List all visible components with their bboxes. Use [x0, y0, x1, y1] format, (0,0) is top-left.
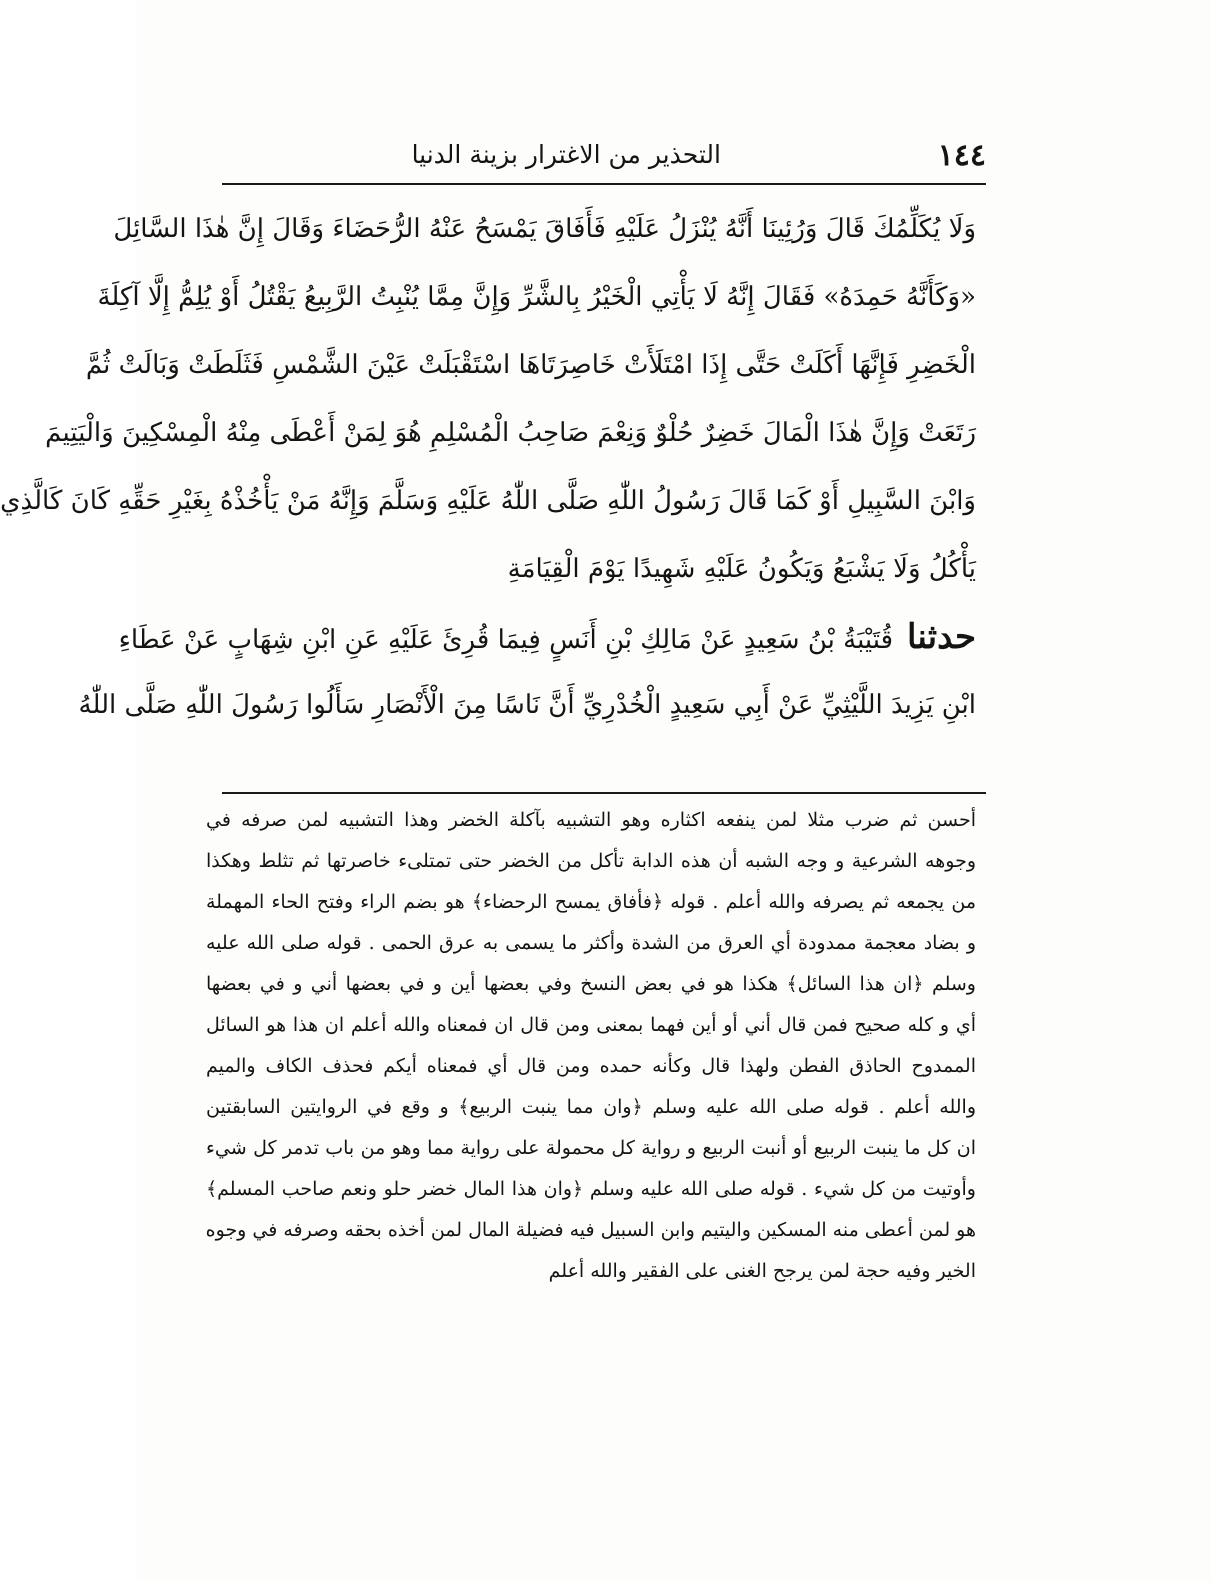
hadith-line: يَأْكُلُ وَلَا يَشْبَعُ وَيَكُونُ عَلَيْهِ شَهِيدًا يَوْمَ الْقِيَامَةِ	[507, 554, 976, 584]
commentary-line: و بضاد معجمة ممدودة أي العرق من الشدة وأكثر ما يسمى به عرق الحمى . قوله صلى الله عليه	[206, 932, 976, 954]
commentary-line: ان كل ما ينبت الربيع أو أنبت الربيع و رواية كل محمولة على رواية مما وهو من باب تدمر كل شيء	[206, 1137, 976, 1159]
isnad-line: ابْنِ يَزِيدَ اللَّيْثِيِّ عَنْ أَبِي سَعِيدٍ الْخُدْرِيِّ أَنَّ نَاسًا مِنَ الْأَنْصَارِ سَأَلُوا رَسُولَ اللّٰهِ صَلَّى اللّٰهُ	[78, 690, 976, 720]
hadith-line: وَلَا يُكَلِّمُكَ قَالَ وَرُئِينَا أَنَّهُ يُنْزَلُ عَلَيْهِ فَأَفَاقَ يَمْسَحُ عَنْهُ الرُّحَضَاءَ وَقَالَ إِنَّ هٰذَا السَّائِلَ	[113, 214, 976, 244]
commentary-line: أي و كله صحيح فمن قال أني أو أين فهما بمعنى ومن قال ان فمعناه والله أعلم ان هذا هو السائل	[206, 1014, 976, 1036]
commentary-line: وأوتيت من كل شيء . قوله صلى الله عليه وسلم ﴿وان هذا المال خضر حلو ونعم صاحب المسلم﴾	[206, 1178, 976, 1200]
commentary-line: أحسن ثم ضرب مثلا لمن ينفعه اكثاره وهو التشبيه بآكلة الخضر وهذا التشبيه لمن صرفه في	[206, 809, 976, 831]
commentary-line: من يجمعه ثم يصرفه والله أعلم . قوله ﴿فأفاق يمسح الرحضاء﴾ هو بضم الراء وفتح الحاء المهملة	[206, 891, 976, 913]
hadith-text-block	[0, 195, 976, 739]
running-title: التحذير من الاغترار بزينة الدنيا	[411, 140, 721, 169]
haddathana-label: حدثنا	[907, 617, 976, 657]
isnad-text: قُتَيْبَةُ بْنُ سَعِيدٍ عَنْ مَالِكِ بْنِ أَنَسٍ فِيمَا قُرِئَ عَلَيْهِ عَنِ ابْنِ شِهَابٍ عَنْ عَطَاءِ	[118, 625, 894, 655]
hadith-line: «وَكَأَنَّهُ حَمِدَهُ» فَقَالَ إِنَّهُ لَا يَأْتِي الْخَيْرُ بِالشَّرِّ وَإِنَّ مِمَّا يُنْبِتُ الرَّبِيعُ يَقْتُلُ أَوْ يُلِمُّ إِلَّا آكِلَةَ	[97, 282, 976, 312]
commentary-line: الممدوح الحاذق الفطن ولهذا قال وكأنه حمده ومن قال أي فمعناه أيكم فحذف الكاف والميم	[206, 1055, 976, 1077]
header-divider	[222, 183, 986, 185]
commentary-line: الخير وفيه حجة لمن يرجح الغنى على الفقير والله أعلم	[548, 1260, 976, 1282]
commentary-block	[206, 800, 976, 1292]
commentary-line: وسلم ﴿ان هذا السائل﴾ هكذا هو في بعض النسخ وفي بعضها أين و في بعضها أني و في بعضها	[206, 973, 976, 995]
hadith-line: الْخَضِرِ فَإِنَّهَا أَكَلَتْ حَتَّى إِذَا امْتَلَأَتْ خَاصِرَتَاهَا اسْتَقْبَلَتْ عَيْنَ الشَّمْسِ فَثَلَطَتْ وَبَالَتْ ثُمَّ	[85, 350, 976, 380]
commentary-line: وجوهه الشرعية و وجه الشبه أن هذه الدابة تأكل من الخضر حتى تمتلىء خاصرتها ثم تثلط وهكذا	[206, 850, 976, 872]
commentary-line: هو لمن أعطى منه المسكين واليتيم وابن السبيل فيه فضيلة المال لمن أخذه بحقه وصرفه في وجوه	[205, 1219, 976, 1241]
commentary-line: والله أعلم . قوله صلى الله عليه وسلم ﴿وان مما ينبت الربيع﴾ و وقع في الروايتين السابقتين	[206, 1096, 976, 1118]
page-number: ١٤٤	[937, 138, 986, 173]
hadith-line: وَابْنَ السَّبِيلِ أَوْ كَمَا قَالَ رَسُولُ اللّٰهِ صَلَّى اللّٰهُ عَلَيْهِ وَسَلَّمَ وَإِنَّهُ مَنْ يَأْخُذْهُ بِغَيْرِ حَقِّهِ كَانَ كَالَّذِي	[0, 486, 976, 516]
hadith-line: رَتَعَتْ وَإِنَّ هٰذَا الْمَالَ خَضِرٌ حُلْوٌ وَنِعْمَ صَاحِبُ الْمُسْلِمِ هُوَ لِمَنْ أَعْطَى مِنْهُ الْمِسْكِينَ وَالْيَتِيمَ	[45, 418, 976, 448]
commentary-divider	[222, 792, 986, 794]
page-header	[222, 134, 986, 174]
isnad-line	[118, 603, 976, 671]
